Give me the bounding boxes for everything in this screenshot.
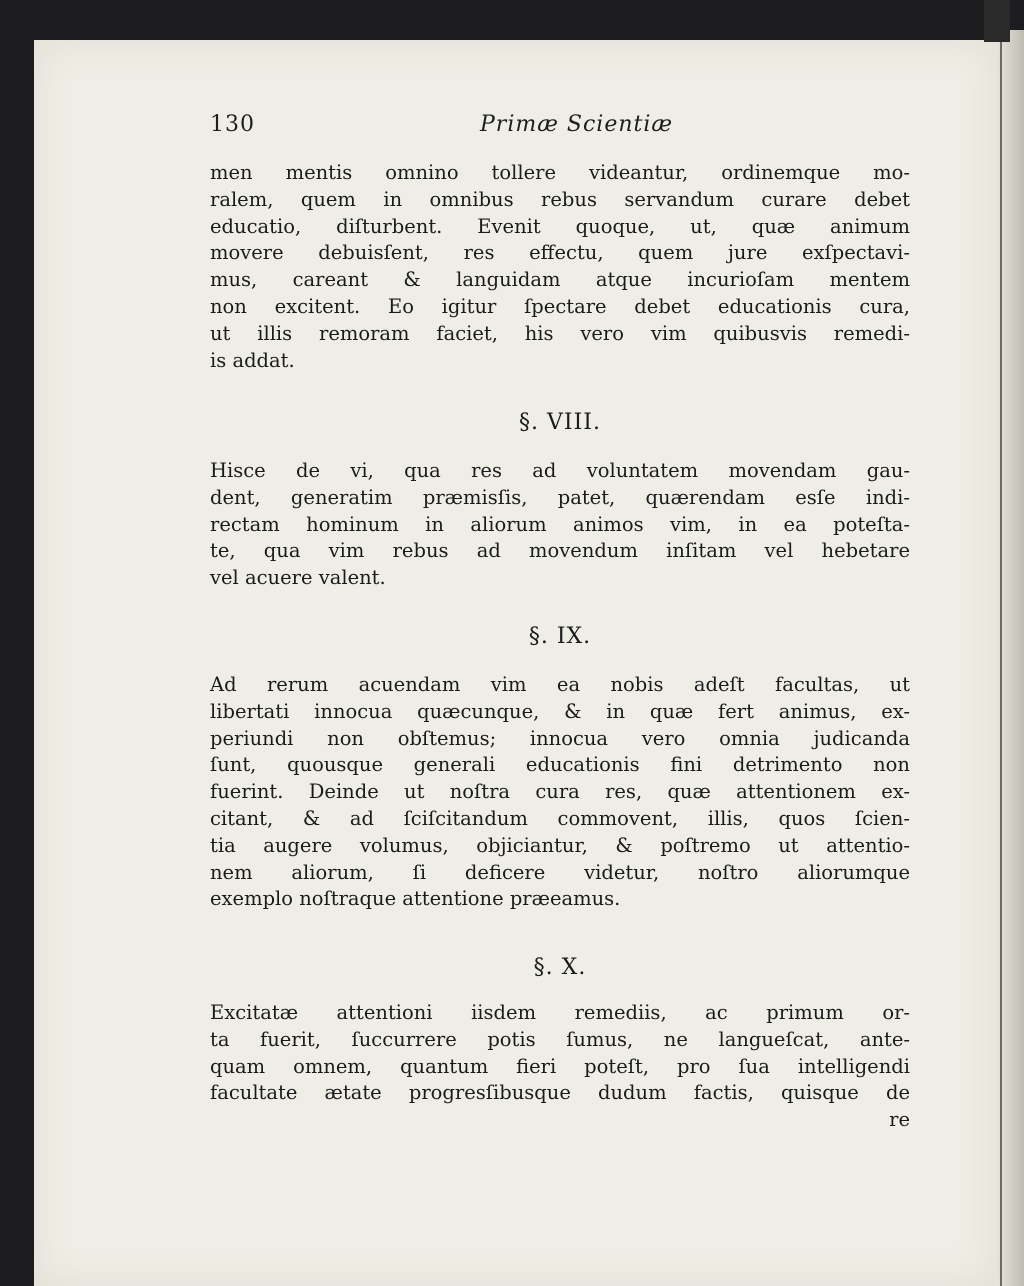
section-heading-ix: §. IX. — [528, 624, 592, 649]
text-line: quam omnem, quantum fieri poteſt, pro ſua intelligendi — [210, 1054, 910, 1078]
text-line: dent, generatim præmisſis, patet, quærendam esſe indi- — [210, 485, 910, 509]
text-line: rectam hominum in aliorum animos vim, in ea poteſta- — [210, 512, 910, 536]
text-line: te, qua vim rebus ad movendum inſitam vel hebetare — [210, 539, 910, 563]
text-line: men mentis omnino tollere videantur, ordinemque mo- — [210, 161, 910, 184]
running-head — [210, 112, 910, 144]
paragraph-1 — [210, 160, 910, 374]
text-line: Excitatæ attentioni iisdem remediis, ac primum or- — [210, 1001, 910, 1024]
catchword: re — [889, 1108, 910, 1132]
section-heading-viii: §. VIII. — [519, 410, 601, 435]
paragraph-viii — [210, 458, 910, 592]
corner-mark — [984, 0, 1010, 42]
text-line: fuerint. Deinde ut noſtra cura res, quæ attentionem ex- — [210, 780, 910, 804]
paragraph-ix — [210, 672, 910, 913]
text-line: nem aliorum, ſi deficere videtur, noſtro aliorumque — [210, 860, 910, 884]
text-line: periundi non obſtemus; innocua vero omnia judicanda — [210, 726, 910, 750]
text-line: citant, & ad ſciſcitandum commovent, illis, quos ſcien- — [210, 806, 910, 830]
text-line: facultate ætate progresſibusque dudum factis, quisque de — [210, 1081, 910, 1105]
text-line: educatio, diſturbent. Evenit quoque, ut, quæ animum — [210, 214, 910, 238]
text-line: ta fuerit, ſuccurrere potis ſumus, ne langueſcat, ante- — [210, 1027, 910, 1051]
text-line: movere debuisſent, res effectu, quem jure exſpectavi- — [210, 241, 910, 265]
text-line: ſunt, quousque generali educationis fini detrimento non — [210, 753, 910, 777]
text-line: exemplo noſtraque attentione præeamus. — [210, 887, 621, 911]
section-heading-x: §. X. — [533, 955, 587, 980]
text-line: Hisce de vi, qua res ad voluntatem movendam gau- — [210, 459, 910, 482]
text-line: vel acuere valent. — [210, 566, 386, 590]
text-line: non excitent. Eo igitur ſpectare debet educationis cura, — [210, 294, 910, 318]
text-line: Ad rerum acuendam vim ea nobis adeſt facultas, ut — [210, 673, 910, 696]
page-number: 130 — [210, 112, 255, 137]
running-title: Primæ Scientiæ — [480, 112, 674, 137]
text-line: tia augere volumus, objiciantur, & poſtremo ut attentio- — [210, 833, 910, 857]
text-line: mus, careant & languidam atque incurioſam mentem — [210, 268, 910, 292]
text-line: ut illis remoram faciet, his vero vim quibusvis remedi- — [210, 321, 910, 345]
text-line: libertati innocua quæcunque, & in quæ fert animus, ex- — [210, 699, 910, 723]
binding-line — [1000, 40, 1002, 1286]
paragraph-x — [210, 1000, 910, 1134]
text-line: ralem, quem in omnibus rebus servandum curare debet — [210, 187, 910, 211]
text-line: is addat. — [210, 348, 295, 372]
